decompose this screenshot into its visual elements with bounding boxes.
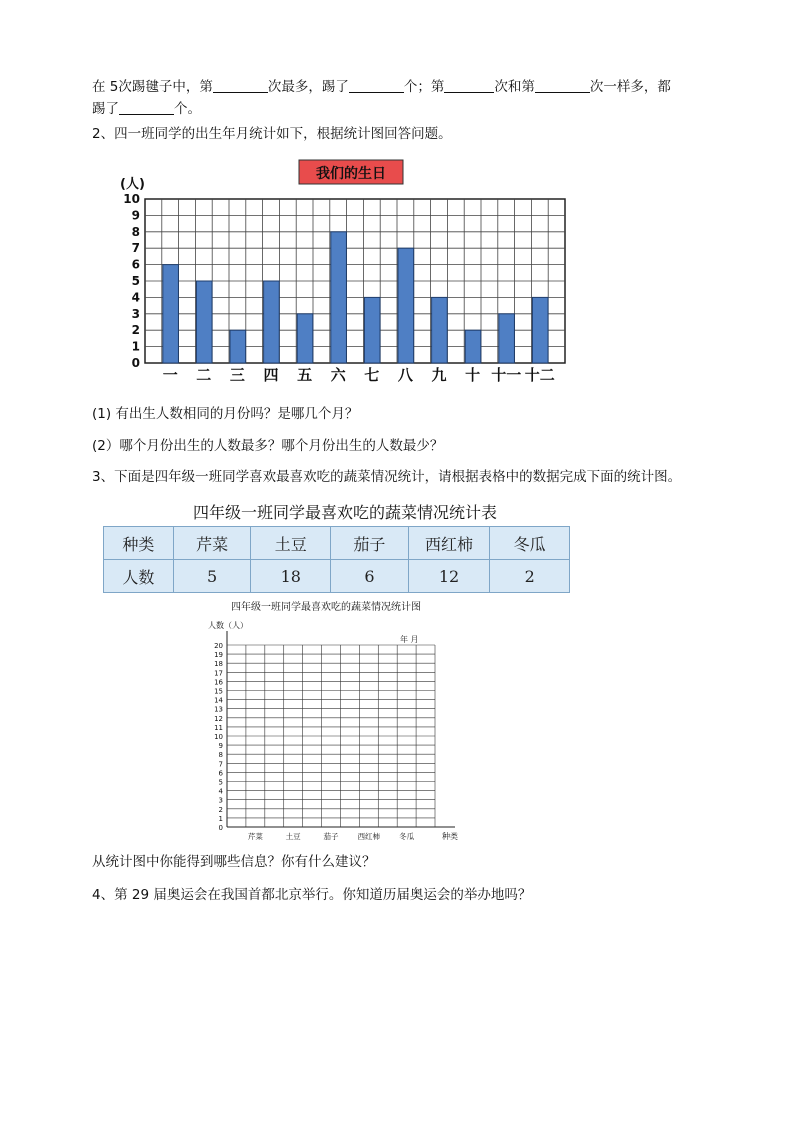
answer-blank[interactable] [119,100,174,115]
y-tick-label: 9 [218,742,223,751]
y-tick-label: 3 [218,796,223,805]
y-tick-label: 5 [131,274,140,288]
chart2-date-label: 年 月 [400,635,419,644]
y-tick-label: 0 [131,356,140,370]
chart2-title: 四年级一班同学最喜欢吃的蔬菜情况统计图 [231,602,421,613]
y-tick-label: 1 [218,814,223,823]
x-tick-label: 八 [397,366,413,383]
bar-六 [331,232,347,363]
chart2-xlabel: 种类 [442,832,458,841]
q3-followup: 从统计图中你能得到哪些信息？你有什么建议？ [92,854,376,870]
q1-text: 在 5次踢毽子中，第 [92,79,213,95]
bar-八 [398,248,414,363]
table-cell: 冬瓜 [490,527,570,560]
answer-blank[interactable] [444,78,494,93]
y-tick-label: 13 [214,705,223,714]
q2-sub2: (2）哪个月份出生的人数最多？哪个月份出生的人数最少？ [92,438,444,454]
bar-十 [465,330,481,363]
y-tick-label: 10 [123,192,140,206]
table-title: 四年级一班同学最喜欢吃的蔬菜情况统计表 [193,503,498,522]
chart2-grid [227,631,455,827]
chart2-yticks [214,642,223,832]
answer-blank[interactable] [535,78,590,93]
x-tick-label: 四 [263,366,279,383]
y-tick-label: 6 [131,257,140,272]
y-tick-label: 15 [214,687,223,696]
table-cell: 芹菜 [173,527,251,560]
y-tick-label: 8 [218,751,223,760]
q1-text: 次最多，踢了 [267,79,349,95]
table-cell: 5 [173,560,251,593]
x-tick-label: 十一 [491,366,522,383]
y-tick-label: 2 [131,323,140,338]
q1-text: 个；第 [403,79,445,95]
y-tick-label: 5 [218,778,223,787]
x-tick-label: 十二 [524,366,555,383]
y-tick-label: 12 [214,714,223,723]
q1-text: 踢了 [92,101,119,117]
y-tick-label: 7 [218,760,223,769]
table-cell: 12 [408,560,490,593]
x-tick-label: 冬瓜 [399,832,415,841]
table-cell: 人数 [104,560,174,593]
bar-十一 [499,314,515,363]
q1-text: 次和第 [494,79,535,95]
chart2-xticks [248,831,415,841]
answer-blank[interactable] [349,78,404,93]
q2-sub1: (1) 有出生人数相同的月份吗？是哪几个月？ [92,406,359,422]
x-tick-label: 西红柿 [357,832,381,841]
table-cell: 西红柿 [408,527,490,560]
y-tick-label: 19 [214,651,223,660]
x-tick-label: 二 [196,366,212,383]
x-tick-label: 七 [364,366,380,383]
q4-prompt: 4、第 29 届奥运会在我国首都北京举行。你知道历届奥运会的举办地吗？ [92,887,532,903]
y-tick-label: 0 [218,824,223,832]
y-tick-label: 4 [218,787,223,796]
chart1-title: 我们的生日 [316,166,386,182]
chart1-ylabel: (人) [120,177,145,192]
bar-十二 [532,297,548,363]
table-cell: 2 [490,560,570,593]
x-tick-label: 五 [297,366,313,383]
y-tick-label: 10 [214,733,223,741]
answer-blank[interactable] [213,78,268,93]
y-tick-label: 6 [218,769,223,778]
bar-七 [364,297,380,363]
x-tick-label: 芹菜 [247,832,263,841]
bar-二 [196,281,212,363]
table-cell: 茄子 [331,527,409,560]
y-tick-label: 1 [131,339,140,354]
vegetable-blank-chart [200,597,470,845]
q1-text: 次一样多，都 [589,79,671,95]
y-tick-label: 9 [131,208,140,223]
x-tick-label: 六 [330,366,346,383]
q2-prompt: 2、四一班同学的出生年月统计如下，根据统计图回答问题。 [92,126,452,142]
table-cell: 6 [331,560,409,593]
table-cell: 18 [251,560,331,593]
chart1-yticks [123,192,140,370]
table-cell: 种类 [104,527,174,560]
bar-一 [163,265,179,363]
birthday-bar-chart [115,158,577,383]
vegetable-table [103,526,570,593]
bar-三 [230,330,246,363]
y-tick-label: 16 [214,678,223,687]
chart1-xticks [163,366,555,383]
table-row [104,560,570,593]
table-cell: 土豆 [251,527,331,560]
y-tick-label: 17 [214,669,223,678]
x-tick-label: 一 [162,366,178,383]
y-tick-label: 18 [214,660,223,669]
y-tick-label: 4 [131,290,140,305]
y-tick-label: 2 [218,805,223,814]
x-tick-label: 三 [229,366,245,383]
y-tick-label: 14 [214,696,223,705]
bar-五 [297,314,313,363]
y-tick-label: 11 [214,723,223,732]
q1-line1 [92,77,671,97]
q1-line2 [92,99,201,119]
chart2-ylabel: 人数（人） [208,621,248,630]
y-tick-label: 7 [131,241,140,256]
x-tick-label: 茄子 [323,832,339,841]
y-tick-label: 8 [131,224,140,239]
q1-text: 个。 [174,101,201,117]
bar-四 [264,281,280,363]
x-tick-label: 十 [465,366,481,383]
x-tick-label: 九 [431,366,447,383]
y-tick-label: 20 [214,642,223,650]
table-row [104,527,570,560]
x-tick-label: 土豆 [285,832,301,841]
bar-九 [432,297,448,363]
q3-prompt: 3、下面是四年级一班同学喜欢最喜欢吃的蔬菜情况统计，请根据表格中的数据完成下面的统计图。 [92,469,682,485]
y-tick-label: 3 [131,306,140,321]
